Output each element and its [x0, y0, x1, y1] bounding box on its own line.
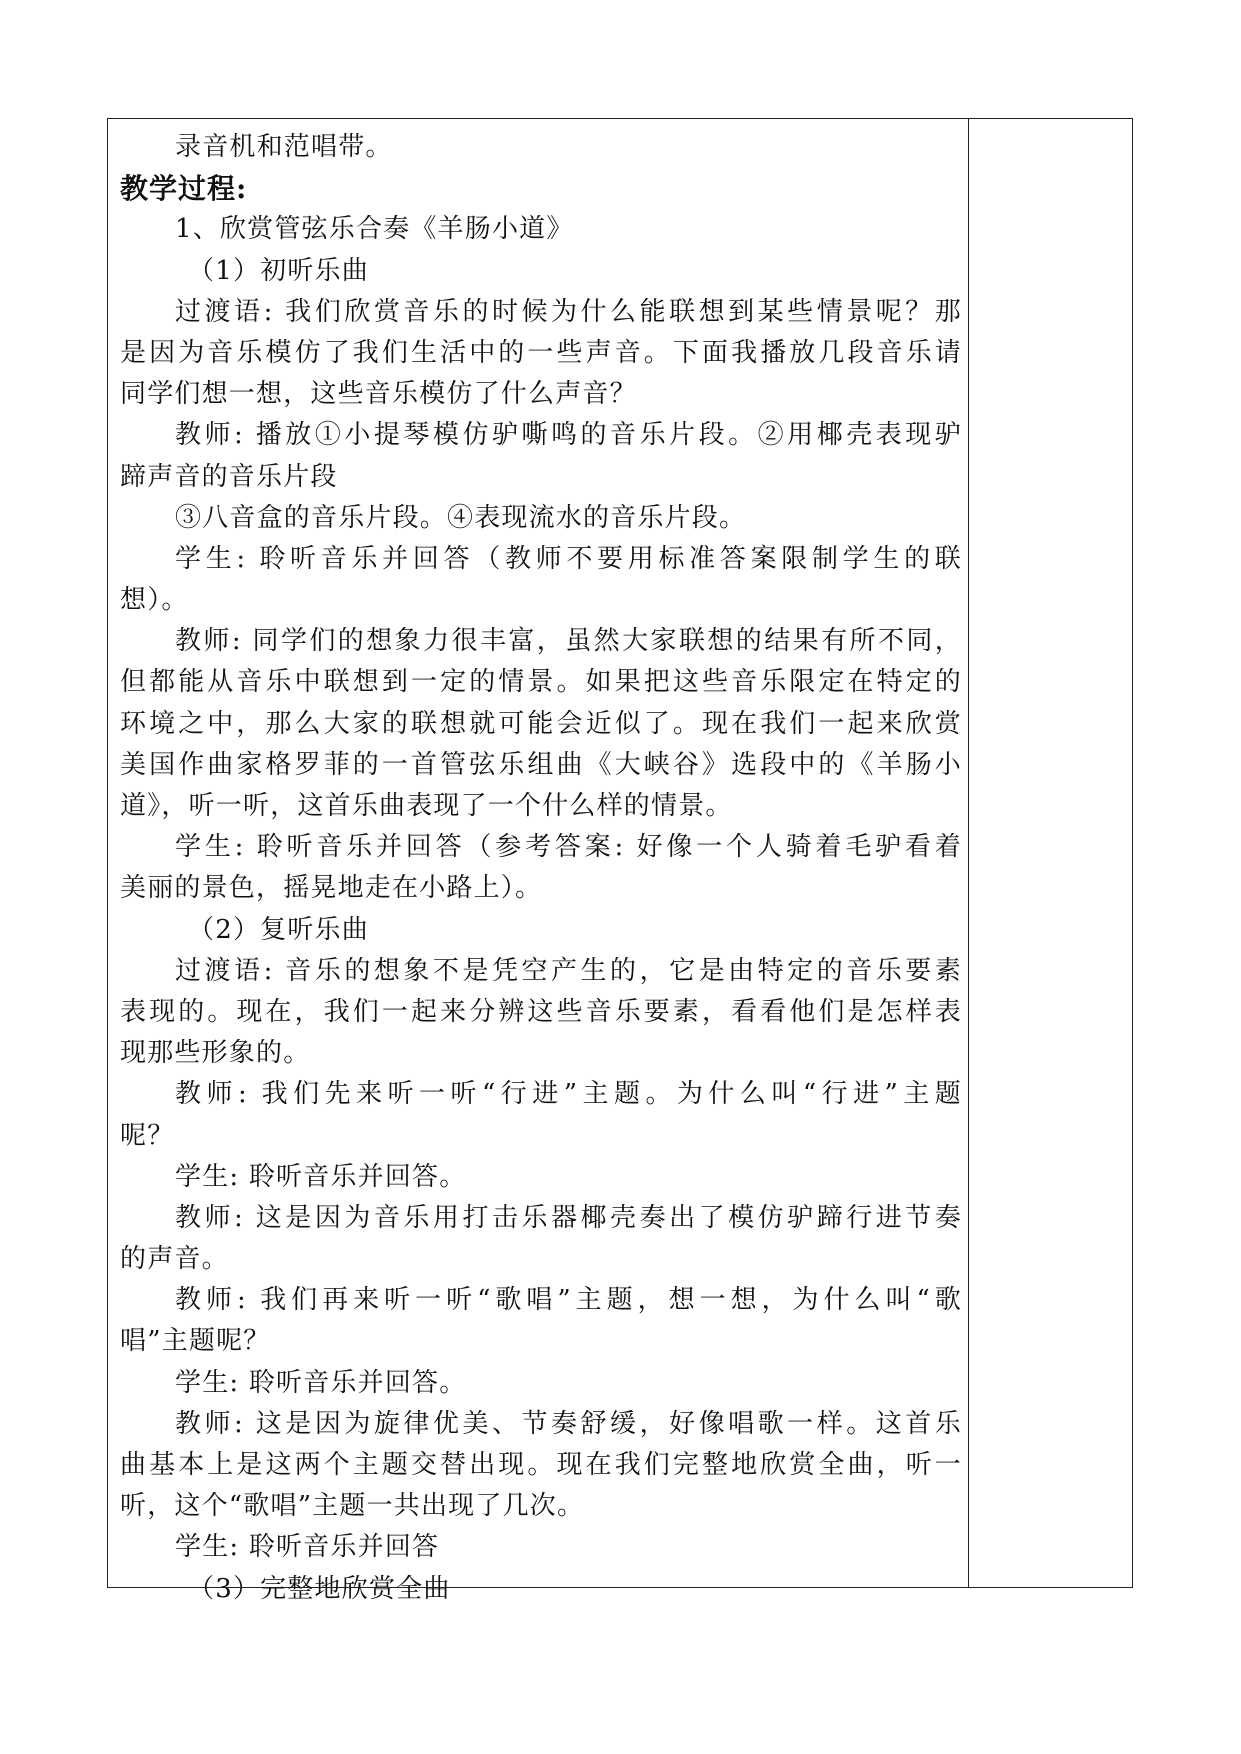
notes-cell	[969, 119, 1132, 1587]
lesson-table	[107, 118, 1133, 1604]
text-line: 现那些形象的。	[120, 1038, 311, 1069]
text-line: 录音机和范唱带。	[175, 132, 393, 162]
text-line: 学生: 聆听音乐并回答（教师不要用标准答案限制学生的联	[175, 543, 962, 574]
text-line: 曲基本上是这两个主题交替出现。现在我们完整地欣赏全曲，听一	[120, 1450, 962, 1480]
text-line: 听，这个“歌唱”主题一共出现了几次。	[120, 1491, 585, 1522]
text-line: 教师: 播放①小提琴模仿驴嘶鸣的音乐片段。②用椰壳表现驴	[175, 420, 962, 451]
text-line: 过渡语: 音乐的想象不是凭空产生的，它是由特定的音乐要素	[175, 955, 962, 986]
subsection-heading: （2）复听乐曲	[188, 914, 369, 945]
section-heading: 教学过程:	[120, 172, 248, 206]
text-line: 蹄声音的音乐片段	[120, 461, 338, 492]
lesson-content-cell	[108, 119, 969, 1604]
text-line: 美丽的景色，摇晃地走在小路上）。	[120, 873, 543, 904]
subsection-heading: （3）完整地欣赏全曲	[188, 1573, 451, 1604]
text-line: 表现的。现在，我们一起来分辨这些音乐要素，看看他们是怎样表	[120, 996, 962, 1027]
text-line: ③八音盒的音乐片段。④表现流水的音乐片段。	[175, 502, 747, 533]
text-line: 的声音。	[120, 1244, 229, 1275]
text-line: 是因为音乐模仿了我们生活中的一些声音。下面我播放几段音乐请	[120, 337, 962, 368]
text-line: 教师: 这是因为音乐用打击乐器椰壳奏出了模仿驴蹄行进节奏	[175, 1202, 962, 1233]
text-line: 学生: 聆听音乐并回答。	[175, 1161, 467, 1192]
text-line: 美国作曲家格罗菲的一首管弦乐组曲《大峡谷》选段中的《羊肠小	[120, 749, 962, 780]
text-line: 想）。	[120, 585, 189, 616]
text-line: 学生: 聆听音乐并回答	[175, 1532, 440, 1563]
text-line: 学生: 聆听音乐并回答。	[175, 1367, 467, 1398]
text-line: 环境之中，那么大家的联想就可能会近似了。现在我们一起来欣赏	[120, 708, 962, 739]
text-line: 学生: 聆听音乐并回答（参考答案: 好像一个人骑着毛驴看着	[175, 832, 962, 863]
text-line: 但都能从音乐中联想到一定的情景。如果把这些音乐限定在特定的	[120, 667, 962, 698]
text-line: 唱”主题呢？	[120, 1326, 271, 1357]
subsection-heading: （1）初听乐曲	[188, 255, 369, 286]
text-line: 教师: 这是因为旋律优美、节奏舒缓，好像唱歌一样。这首乐	[175, 1408, 962, 1439]
text-line: 1、欣赏管弦乐合奏《羊肠小道》	[175, 214, 574, 245]
text-line: 呢？	[120, 1120, 175, 1151]
text-line: 教师: 我们先来听一听“行进”主题。为什么叫“行进”主题	[175, 1079, 962, 1110]
text-line: 教师: 我们再来听一听“歌唱”主题，想一想，为什么叫“歌	[175, 1285, 962, 1316]
text-line: 同学们想一想，这些音乐模仿了什么声音？	[120, 379, 637, 410]
text-line: 道》，听一听，这首乐曲表现了一个什么样的情景。	[120, 791, 733, 821]
text-line: 教师: 同学们的想象力很丰富，虽然大家联想的结果有所不同，	[175, 626, 962, 657]
text-line: 过渡语: 我们欣赏音乐的时候为什么能联想到某些情景呢？那	[175, 296, 962, 327]
